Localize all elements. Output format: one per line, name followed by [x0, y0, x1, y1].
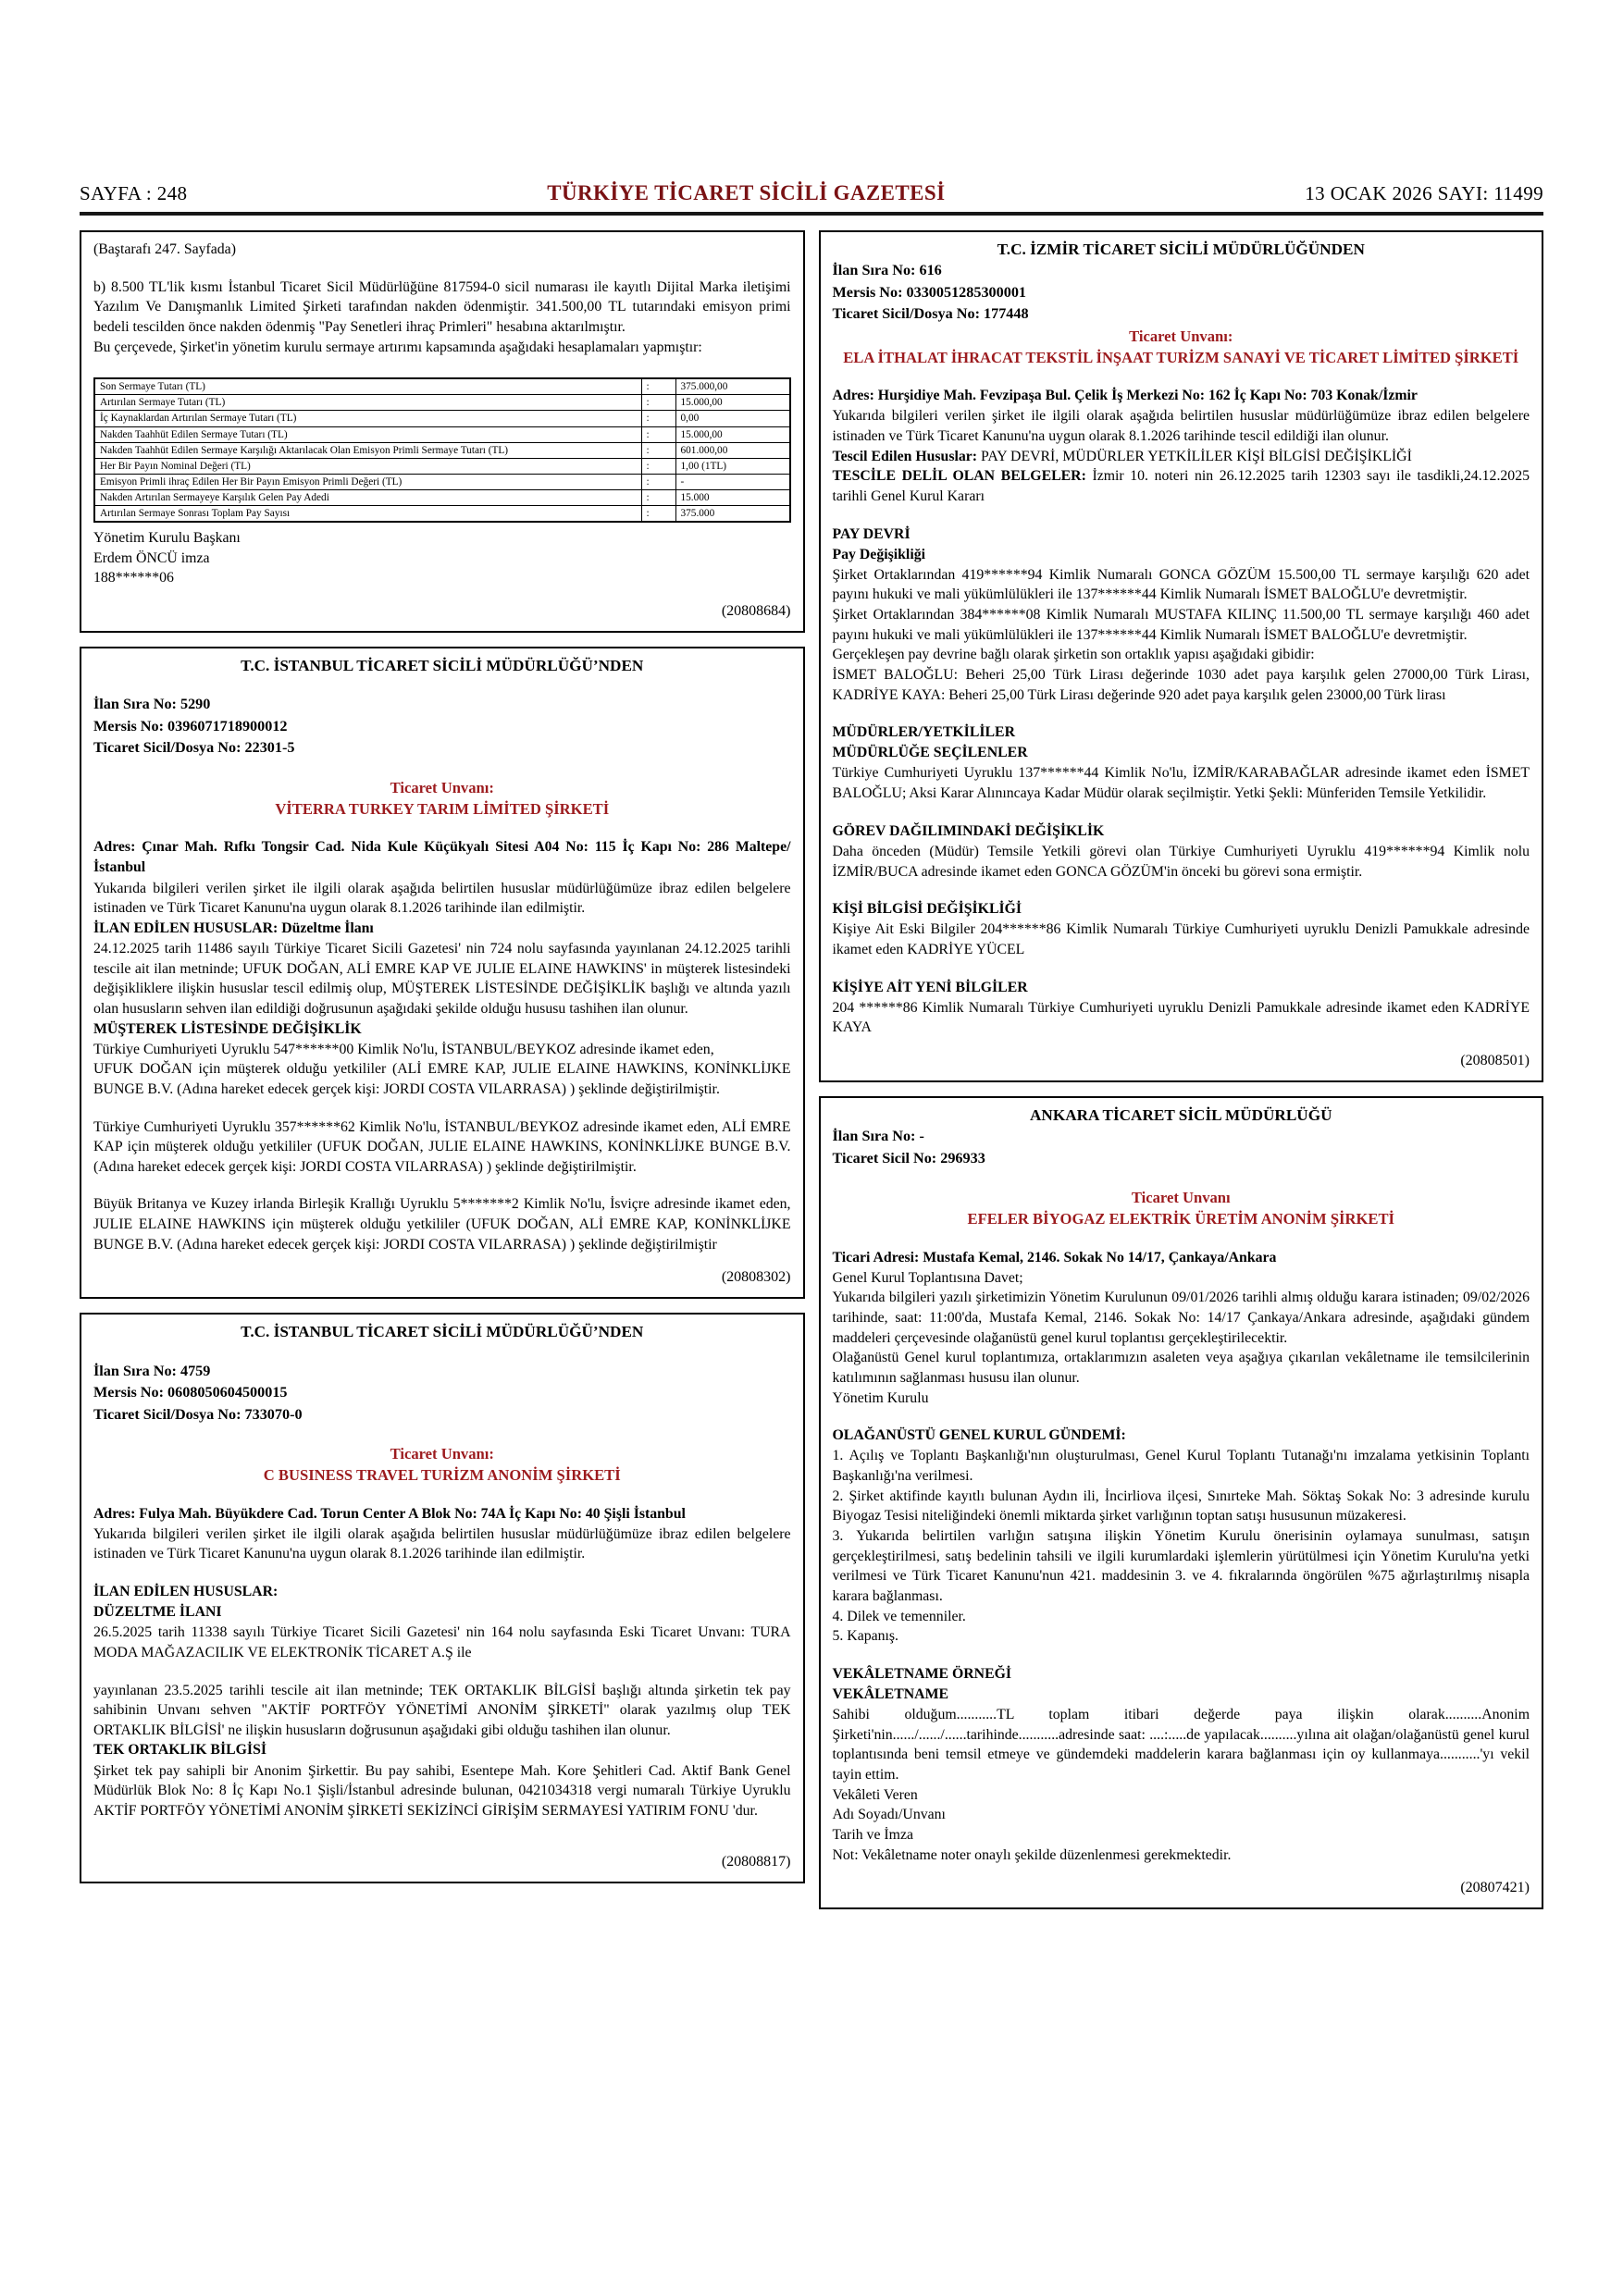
- table-colon-separator: :: [641, 395, 675, 411]
- address-line: Adres: Çınar Mah. Rıfkı Tongsir Cad. Nida Kule Küçükyalı Sitesi A04 No: 115 İç Kapı No: 286 Maltepe/İstanbul: [93, 839, 791, 876]
- spacer: [833, 882, 1530, 899]
- section-title: T.C. İSTANBUL TİCARET SİCİLİ MÜDÜRLÜĞÜ’NDEN: [241, 657, 644, 675]
- spacer: [93, 1100, 791, 1117]
- table-colon-separator: :: [641, 426, 675, 442]
- body-paragraph: Olağanüstü Genel kurul toplantımıza, ortaklarımızın asaleten veya aşağıya çıkarılan vekâletname ile temsilcilerinin katılımının sağlanması hususu ilan olunur.: [832, 1350, 1530, 1387]
- address-line: Adres: Fulya Mah. Büyükdere Cad. Torun Center A Blok No: 74A İç Kapı No: 40 Şişli İstanbul: [93, 1505, 686, 1522]
- trade-name-line: VİTERRA TURKEY TARIM LİMİTED ŞİRKETİ: [275, 800, 610, 819]
- text-line: Adı Soyadı/Unvanı: [832, 1807, 946, 1823]
- announcement-number: (20808817): [721, 1853, 791, 1870]
- body-paragraph: Yukarıda bilgileri yazılı şirketimizin Yönetim Kurulunun 09/01/2026 tarihli almış olduğu karara istinaden; 09/02/2026 tarihinde, saat: 11:00'da, Mustafa Kemal, 2146. Sokak No: 14/17 Çankaya/Ankara adresinde, aşağıdaki gündem maddeleri çerçevesinde olağanüstü genel kurul toplantısı gerçekleştirilecektir.: [832, 1290, 1530, 1346]
- body-paragraph: Türkiye Cumhuriyeti Uyruklu 137******44 Kimlik No'lu, İZMİR/KARABAĞLAR adresinde ikamet eden İSMET BALOĞLU; Aksi Karar Alınıncaya Kadar Müdür olarak seçilmiştir. Yetki Şekli: Münferiden Temsile Yetkilidir.: [832, 765, 1530, 802]
- trade-name-line: Ticaret Unvanı:: [390, 1445, 494, 1463]
- trade-name-line: Ticaret Unvanı:: [1129, 327, 1233, 345]
- body-paragraph: 3. Yukarıda belirtilen varlığın satışına ilişkin Yönetim Kurulu önerisinin oylamaya sunulması, satışın gerçekleştirilmesi, satış bedelinin tahsili ve ilgili kurumlardaki işlemlerin yürütülmesi için Yönetim Kurulu'na yetki verilmesi ve Türk Ticaret Kanunu'nun 421. maddesinin 3. ve 4. fıkralarında öngörülen %75 ağırlaştırılmış nisapla karara bağlanması.: [832, 1527, 1530, 1604]
- gazette-section: [80, 1313, 805, 1882]
- body-paragraph: 26.5.2025 tarih 11338 sayılı Türkiye Ticaret Sicili Gazetesi' nin 164 nolu sayfasında Eski Ticaret Unvanı: TURA MODA MAĞAZACILIK VE ELEKTRONİK TİCARET A.Ş ile: [93, 1624, 791, 1660]
- body-paragraph: 1. Açılış ve Toplantı Başkanlığı'nın oluşturulması, Genel Kurul Toplantı Tutanağı'nı imzalama yetkisinin Toplantı Başkanlığı'na verilmesi.: [832, 1448, 1530, 1485]
- registry-meta-line: Ticaret Sicil/Dosya No: 22301-5: [93, 739, 295, 757]
- spacer: [93, 357, 791, 375]
- spacer: [93, 1343, 791, 1361]
- trade-name-line: EFELER BİYOGAZ ELEKTRİK ÜRETİM ANONİM ŞİRKETİ: [967, 1210, 1394, 1228]
- trade-name-line: Ticaret Unvanı:: [390, 778, 494, 796]
- sub-heading: MÜŞTEREK LİSTESİNDE DEĞİŞİKLİK: [93, 1020, 362, 1037]
- section-title: T.C. İZMİR TİCARET SİCİLİ MÜDÜRLÜĞÜNDEN: [997, 241, 1365, 258]
- table-row: [94, 378, 790, 395]
- spacer: [93, 1487, 791, 1504]
- spacer: [833, 1230, 1530, 1248]
- registry-meta-line: Mersis No: 0330051285300001: [832, 283, 1027, 301]
- spacer: [93, 759, 791, 777]
- body-paragraph: 24.12.2025 tarih 11486 sayılı Türkiye Ticaret Sicili Gazetesi' nin 724 nolu sayfasında yayınlanan 24.12.2025 tarihli tescile ait ilan metninde; UFUK DOĞAN, ALİ EMRE KAP VE JULIE ELAINE HAWKINS' in müşterek listesindeki değişikliklere ilişkin hususlar tescil edilmiş olup, MÜŞTEREK LİSTESİNDE DEĞİŞİKLİK başlığı ve altında yazılı olan hususların sehven ilan edildiği doğrusunun aşağıdaki şekilde olduğu hususu tashihen ilan olunur.: [93, 940, 791, 1017]
- table-value: 15.000,00: [675, 395, 790, 411]
- body-paragraph: Kişiye Ait Eski Bilgiler 204******86 Kimlik Numaralı Türkiye Cumhuriyeti uyruklu Denizli Pamukkale adresinde ikamet eden KADRİYE YÜCEL: [832, 921, 1530, 957]
- body-paragraph: Yukarıda bilgileri verilen şirket ile ilgili olarak aşağıda belirtilen hususlar müdürlüğümüze ibraz edilen belgelere istinaden ve Türk Ticaret Kanunu'na uygun olarak 8.1.2026 tarihinde ilan edilmiştir.: [93, 880, 791, 917]
- body-paragraph: Şirket Ortaklarından 384******08 Kimlik Numaralı MUSTAFA KILINÇ 11.500,00 TL sermaye karşılığı 460 adet payını hukuki ve mali yükümlülükleri ile 137******44 Kimlik Numaralı İSMET BALOĞLU'e devretmiştir.: [832, 607, 1530, 643]
- body-paragraph: 2. Şirket aktifinde kayıtlı bulunan Aydın ili, İncirliova ilçesi, Sınırteke Mah. Söktaş Sokak No: 3 adresinde kurulu Biyogaz Tesisi niteliğindeki önemli miktarda şirket varlığının toptan satışı hususunun müzakeresi.: [832, 1487, 1530, 1524]
- section-title: T.C. İSTANBUL TİCARET SİCİLİ MÜDÜRLÜĞÜ’NDEN: [241, 1323, 644, 1341]
- gazette-section: [819, 230, 1544, 1082]
- table-label: Emisyon Primli ihraç Edilen Her Bir Payın Emisyon Primli Değeri (TL): [94, 474, 641, 489]
- text-line: Vekâleti Veren: [832, 1786, 918, 1803]
- sub-heading: VEKÂLETNAME: [832, 1685, 949, 1702]
- sub-heading: MÜDÜRLER/YETKİLİLER: [832, 724, 1015, 741]
- table-label: Nakden Artırılan Sermayeye Karşılık Gelen Pay Adedi: [94, 489, 641, 505]
- left-column: [80, 230, 805, 1883]
- section-title: ANKARA TİCARET SİCİL MÜDÜRLÜĞÜ: [1030, 1105, 1332, 1124]
- text-line: Not: Vekâletname noter onaylı şekilde düzenlenmesi gerekmektedir.: [832, 1846, 1232, 1863]
- body-paragraph: Türkiye Cumhuriyeti Uyruklu 547******00 Kimlik No'lu, İSTANBUL/BEYKOZ adresinde ikamet eden,: [93, 1041, 714, 1057]
- table-value: 1,00 (1TL): [675, 458, 790, 474]
- spacer: [93, 1663, 791, 1681]
- registry-meta-line: Ticaret Sicil/Dosya No: 733070-0: [93, 1405, 303, 1423]
- spacer: [833, 507, 1530, 525]
- text-line: 188******06: [93, 570, 174, 586]
- spacer: [93, 1564, 791, 1582]
- address-line: Adres: Hurşidiye Mah. Fevzipaşa Bul. Çelik İş Merkezi No: 162 İç Kapı No: 703 Konak/İzmir: [832, 388, 1418, 404]
- table-label: Her Bir Payın Nominal Değeri (TL): [94, 458, 641, 474]
- spacer: [833, 368, 1530, 386]
- text-line: Yönetim Kurulu Başkanı: [93, 530, 241, 547]
- spacer: [93, 260, 791, 278]
- page-number: SAYFA : 248: [80, 182, 188, 204]
- body-paragraph: Gerçekleşen pay devrine bağlı olarak şirketin son ortaklık yapısı aşağıdaki gibidir:: [832, 647, 1315, 663]
- text-line: 5. Kapanış.: [832, 1628, 899, 1645]
- registry-meta-line: Ticaret Sicil No: 296933: [832, 1149, 985, 1167]
- gazette-title: TÜRKİYE TİCARET SİCİLİ GAZETESİ: [547, 181, 946, 204]
- body-paragraph: Yukarıda bilgileri verilen şirket ile ilgili olarak aşağıda belirtilen hususlar müdürlüğümüze ibraz edilen belgelere istinaden ve Türk Ticaret Kanunu'na uygun olarak 8.1.2026 tarihinde ilan edilmiştir.: [93, 1525, 791, 1562]
- body-paragraph: yayınlanan 23.5.2025 tarihli tescile ait ilan metninde; TEK ORTAKLIK BİLGİSİ başlığı altında şirketin tek pay sahibinin Unvanı sehven "AKTİF PORTFÖY YÖNETİMİ ANONİM ŞİRKETİ" olarak yazılmış olup TEK ORTAKLIK BİLGİSİ' ne ilişkin hususların doğrusunun aşağıdaki gibi olduğu tashihen ilan olunur.: [93, 1682, 791, 1738]
- table-value: 375.000: [675, 506, 790, 523]
- table-row: [94, 426, 790, 442]
- body-paragraph: İSMET BALOĞLU: Beheri 25,00 Türk Lirası değerinde 1030 adet paya karşılık gelen 27000,00 Türk Lirası, KADRİYE KAYA: Beheri 25,00 Türk Lirası değerinde 920 adet paya karşılık gelen 23000,00 Türk lirası: [832, 666, 1530, 703]
- body-paragraph: Büyük Britanya ve Kuzey irlanda Birleşik Krallığı Uyruklu 5*******2 Kimlik No'lu, İsviçre adresinde ikamet eden, JULIE ELAINE HAWKINS için müşterek olduğu yetkililer (UFUK DOĞAN, ALİ EMRE KAP, KONİNKLİJKE BUNGE B.V. (Adına hareket edecek gerçek kişi: JORDI COSTA VILARRASA) ) şeklinde değiştirilmiştir: [93, 1196, 791, 1253]
- text-line: (Baştarafı 247. Sayfada): [93, 241, 236, 257]
- table-value: 375.000,00: [675, 378, 790, 395]
- sub-heading: GÖREV DAĞILIMINDAKİ DEĞİŞİKLİK: [832, 822, 1105, 839]
- announcement-number: (20808302): [721, 1269, 791, 1286]
- body-paragraph: Şirket Ortaklarından 419******94 Kimlik Numaralı GONCA GÖZÜM 15.500,00 TL sermaye karşılığı 620 adet payını hukuki ve mali yükümlülükleri ile 137******44 Kimlik Numaralı İSMET BALOĞLU'e devretmiştir.: [832, 566, 1530, 603]
- text-line: Genel Kurul Toplantısına Davet;: [832, 1269, 1023, 1286]
- sub-heading: Pay Değişikliği: [832, 546, 925, 562]
- registry-meta-line: İlan Sıra No: 5290: [93, 696, 211, 713]
- lead-rest: İzmir 10. noteri nin 26.12.2025 tarih 12303 sayı ile tasdikli,24.12.2025 tarihli Genel Kurul Kararı: [832, 468, 1530, 504]
- sub-heading: VEKÂLETNAME ÖRNEĞİ: [832, 1665, 1012, 1682]
- gazette-section: [80, 230, 805, 633]
- gazette-section: [80, 647, 805, 1299]
- lead-label: TESCİLE DELİL OLAN BELGELER:: [832, 468, 1086, 485]
- spacer: [93, 676, 791, 694]
- gazette-section: [819, 1096, 1544, 1909]
- table-row: [94, 506, 790, 523]
- body-paragraph: Daha önceden (Müdür) Temsile Yetkili görevi olan Türkiye Cumhuriyeti Uyruklu 419******94 Kimlik nolu İZMİR/BUCA adresinde ikamet eden GONCA GÖZÜM'in önceki bu görevi sona ermiştir.: [832, 843, 1530, 880]
- text-line: Tarih ve İmza: [832, 1826, 913, 1843]
- table-colon-separator: :: [641, 458, 675, 474]
- trade-name-line: C BUSINESS TRAVEL TURİZM ANONİM ŞİRKETİ: [263, 1466, 621, 1485]
- table-value: 0,00: [675, 411, 790, 426]
- issue-info: 13 OCAK 2026 SAYI: 11499: [1305, 182, 1543, 204]
- table-label: Nakden Taahhüt Edilen Sermaye Tutarı (TL): [94, 426, 641, 442]
- announcement-number: (20808501): [1460, 1052, 1530, 1068]
- sub-heading: KİŞİ BİLGİSİ DEĞİŞİKLİĞİ: [832, 901, 1022, 918]
- spacer: [93, 1177, 791, 1194]
- body-paragraph: Türkiye Cumhuriyeti Uyruklu 357******62 Kimlik No'lu, İSTANBUL/BEYKOZ adresinde ikamet eden, ALİ EMRE KAP için müşterek olduğu yetkililer (UFUK DOĞAN, JULIE ELAINE HAWKINS, KONİNKLİJKE BUNGE B.V. (Adına hareket edecek gerçek kişi: JORDI COSTA VILARRASA) ) şeklinde değiştirilmiştir.: [93, 1118, 791, 1175]
- trade-name-line: ELA İTHALAT İHRACAT TEKSTİL İNŞAAT TURİZM SANAYİ VE TİCARET LİMİTED ŞİRKETİ: [843, 349, 1519, 367]
- registry-meta-line: Ticaret Sicil/Dosya No: 177448: [832, 305, 1029, 323]
- spacer: [833, 1169, 1530, 1187]
- body-paragraph: UFUK DOĞAN için müşterek olduğu yetkililer (ALİ EMRE KAP, JULIE ELAINE HAWKINS, KONİNKLİJKE BUNGE B.V. (Adına hareket edecek gerçek kişi: JORDI COSTA VILARRASA) ) şeklinde değiştirilmiştir.: [93, 1061, 791, 1097]
- registry-meta-line: İlan Sıra No: -: [832, 1128, 924, 1145]
- lead-label: Tescil Edilen Hususlar:: [832, 448, 978, 464]
- announcement-number: (20808684): [721, 603, 791, 620]
- table-value: 601.000,00: [675, 442, 790, 458]
- body-paragraph: Şirket tek pay sahipli bir Anonim Şirkettir. Bu pay sahibi, Esentepe Mah. Kore Şehitleri Cad. Aktif Bank Genel Müdürlük Blok No: 8 İç Kapı No.1 Şişli/İstanbul adresinde bulunan, 0421034318 vergi numaralı Türkiye Uyruklu AKTİF PORTFÖY YÖNETİMİ ANONİM ŞİRKETİ SEKİZİNCİ GİRİŞİM SERMAYESİ YATIRIM FONU 'dur.: [93, 1762, 791, 1819]
- body-paragraph: 204 ******86 Kimlik Numaralı Türkiye Cumhuriyeti uyruklu Denizli Pamukkale adresinde ikamet eden KADRİYE KAYA: [832, 999, 1530, 1036]
- body-paragraph: b) 8.500 TL'lik kısmı İstanbul Ticaret Sicil Müdürlüğüne 817594-0 sicil numarası ile kayıtlı Dijital Marka iletişimi Yazılım Ve Danışmanlık Limited Şirketi tarafından nakden ödenmiştir. 341.500,00 TL tutarındaki emisyon primi bedeli tescilden önce nakden ödenmiş "Pay Senetleri ihraç Primleri" hesabına aktarılmıştır.: [93, 278, 791, 335]
- table-colon-separator: :: [641, 442, 675, 458]
- table-row: [94, 411, 790, 426]
- sub-heading: OLAĞANÜSTÜ GENEL KURUL GÜNDEMİ:: [832, 1427, 1126, 1444]
- table-row: [94, 395, 790, 411]
- header-rule: [80, 212, 1543, 216]
- table-label: Nakden Taahhüt Edilen Sermaye Karşılığı Aktarılacak Olan Emisyon Primli Sermaye Tutarı (TL): [94, 442, 641, 458]
- spacer: [93, 1821, 791, 1839]
- announcement-number: (20807421): [1460, 1880, 1530, 1896]
- table-colon-separator: :: [641, 378, 675, 395]
- text-line: Erdem ÖNCÜ imza: [93, 549, 210, 566]
- spacer: [833, 804, 1530, 821]
- lead-rest: PAY DEVRİ, MÜDÜRLER YETKİLİLER KİŞİ BİLGİSİ DEĞİŞİKLİĞİ: [977, 448, 1412, 464]
- right-column: [819, 230, 1544, 1909]
- spacer: [93, 820, 791, 837]
- body-paragraph: [833, 447, 1530, 467]
- table-colon-separator: :: [641, 474, 675, 489]
- page-header: [80, 0, 1543, 205]
- table-label: Son Sermaye Tutarı (TL): [94, 378, 641, 395]
- content-columns: [80, 230, 1543, 1909]
- table-value: 15.000,00: [675, 426, 790, 442]
- registry-meta-line: İlan Sıra No: 616: [832, 262, 942, 279]
- spacer: [833, 1408, 1530, 1426]
- table-colon-separator: :: [641, 411, 675, 426]
- body-paragraph: Yukarıda bilgileri verilen şirket ile ilgili olarak aşağıda belirtilen hususlar müdürlüğümüze ibraz edilen belgelere istinaden ve Türk Ticaret Kanunu'na uygun olarak 8.1.2026 tarihinde tescil edildiği ilan olunur.: [832, 408, 1530, 444]
- sub-heading: MÜDÜRLÜĞE SEÇİLENLER: [832, 745, 1028, 761]
- sub-heading: İLAN EDİLEN HUSUSLAR:: [93, 1584, 279, 1600]
- registry-meta-line: Mersis No: 0396071718900012: [93, 717, 288, 734]
- table-value: -: [675, 474, 790, 489]
- table-row: [94, 442, 790, 458]
- body-paragraph: [833, 466, 1530, 506]
- sub-heading: TEK ORTAKLIK BİLGİSİ: [93, 1742, 267, 1759]
- table-label: Artırılan Sermaye Sonrası Toplam Pay Sayısı: [94, 506, 641, 523]
- table-label: İç Kaynaklardan Artırılan Sermaye Tutarı (TL): [94, 411, 641, 426]
- table-label: Artırılan Sermaye Tutarı (TL): [94, 395, 641, 411]
- sub-heading: PAY DEVRİ: [832, 525, 911, 542]
- table-value: 15.000: [675, 489, 790, 505]
- text-line: 4. Dilek ve temenniler.: [832, 1608, 966, 1624]
- body-paragraph: Sahibi olduğum...........TL toplam itibari değerde paya ilişkin olarak..........Anonim Şirketi'nin....../....../......tarihinde...........adresinde saat: ....:.....de yapılacak..........yılına ait olağan/olağanüstü genel kurul toplantısında beni temsil etmeye ve gündemdeki maddelerin karara bağlanması için oy kullanmaya...........'yı vekil tayin ettim.: [832, 1707, 1530, 1783]
- spacer: [833, 1647, 1530, 1664]
- spacer: [93, 1426, 791, 1443]
- capital-table: [93, 377, 791, 523]
- spacer: [833, 705, 1530, 722]
- trade-name-line: Ticaret Unvanı: [1131, 1189, 1231, 1207]
- registry-meta-line: İlan Sıra No: 4759: [93, 1362, 211, 1379]
- body-paragraph: Bu çerçevede, Şirket'in yönetim kurulu sermaye artırımı kapsamında aşağıdaki hesaplamaları yapmıştır:: [93, 339, 702, 355]
- table-row: [94, 458, 790, 474]
- sub-heading: DÜZELTME İLANI: [93, 1604, 222, 1621]
- registry-meta-line: Mersis No: 0608050604500015: [93, 1384, 288, 1401]
- sub-heading: KİŞİYE AİT YENİ BİLGİLER: [832, 979, 1028, 995]
- address-line: Ticari Adresi: Mustafa Kemal, 2146. Sokak No 14/17, Çankaya/Ankara: [832, 1249, 1277, 1265]
- table-colon-separator: :: [641, 489, 675, 505]
- table-row: [94, 474, 790, 489]
- table-colon-separator: :: [641, 506, 675, 523]
- spacer: [833, 960, 1530, 978]
- sub-heading: İLAN EDİLEN HUSUSLAR: Düzeltme İlanı: [93, 920, 374, 936]
- text-line: Yönetim Kurulu: [832, 1389, 929, 1406]
- table-row: [94, 489, 790, 505]
